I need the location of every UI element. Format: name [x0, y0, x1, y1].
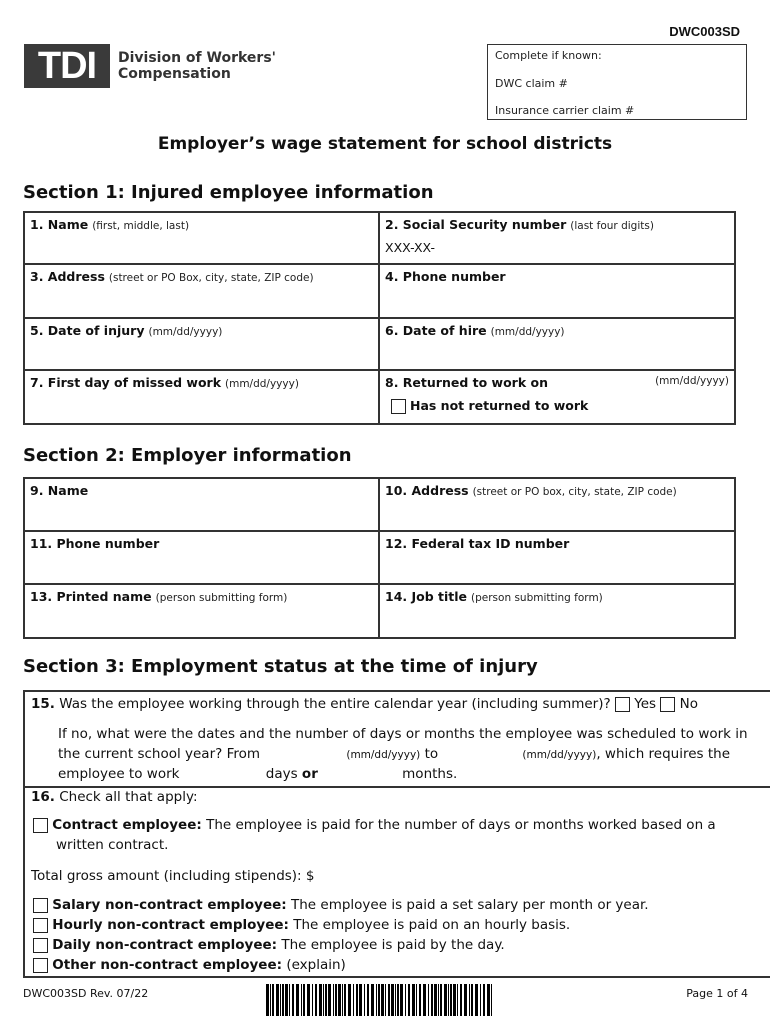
q15-line-1: If no, what were the dates and the number of days or months the employee was scheduled to work in — [58, 726, 748, 742]
employer-name-field[interactable]: 9. Name — [24, 478, 379, 531]
printed-name-field[interactable]: 13. Printed name (person submitting form) — [24, 584, 379, 638]
not-returned-label: Has not returned to work — [409, 398, 589, 413]
q15-line-2: the current school year? From (mm/dd/yyyy) to (mm/dd/yyyy), which requires the — [58, 746, 731, 762]
q15-no-checkbox[interactable] — [660, 697, 675, 712]
contract-checkbox[interactable] — [33, 818, 48, 833]
q15-divider — [25, 786, 770, 788]
federal-tax-id-field[interactable]: 12. Federal tax ID number — [379, 531, 735, 584]
section-2-table — [23, 477, 736, 639]
footer-page-number: Page 1 of 4 — [686, 987, 748, 1000]
logo-text — [118, 50, 276, 82]
hourly-option: Hourly non-contract employee: The employee is paid on an hourly basis. — [33, 917, 570, 933]
other-checkbox[interactable] — [33, 958, 48, 973]
returned-to-work-field[interactable]: 8. Returned to work on (mm/dd/yyyy) Has not returned to work — [379, 370, 735, 424]
q16-row: 16. Check all that apply: — [31, 789, 198, 805]
employee-address-field[interactable]: 3. Address (street or PO Box, city, state, ZIP code) — [24, 264, 379, 318]
job-title-field[interactable]: 14. Job title (person submitting form) — [379, 584, 735, 638]
contract-text-2: written contract. — [56, 837, 169, 853]
date-of-injury-field[interactable]: 5. Date of injury (mm/dd/yyyy) — [24, 318, 379, 370]
gross-amount-field[interactable]: Total gross amount (including stipends): $ — [31, 868, 315, 884]
salary-checkbox[interactable] — [33, 898, 48, 913]
ssn-field[interactable]: 2. Social Security number (last four digits) XXX-XX- — [379, 212, 735, 264]
form-code: DWC003SD — [669, 24, 740, 39]
hourly-checkbox[interactable] — [33, 918, 48, 933]
salary-option: Salary non-contract employee: The employee is paid a set salary per month or year. — [33, 897, 649, 913]
logo-line-1: Division of Workers' — [118, 50, 276, 66]
daily-option: Daily non-contract employee: The employee is paid by the day. — [33, 937, 505, 953]
section-1-table — [23, 211, 736, 425]
section-2-heading: Section 2: Employer information — [23, 445, 352, 466]
carrier-claim-field[interactable]: Insurance carrier claim # — [495, 104, 635, 117]
claim-box-heading: Complete if known: — [495, 49, 602, 62]
section-3-heading: Section 3: Employment status at the time of injury — [23, 656, 538, 677]
ssn-prefix: XXX-XX- — [385, 240, 435, 255]
claim-number-box — [487, 44, 747, 120]
q15-no-label: No — [679, 696, 699, 712]
logo-line-2: Compensation — [118, 66, 231, 82]
date-of-hire-field[interactable]: 6. Date of hire (mm/dd/yyyy) — [379, 318, 735, 370]
first-missed-work-field[interactable]: 7. First day of missed work (mm/dd/yyyy) — [24, 370, 379, 424]
not-returned-checkbox[interactable] — [391, 399, 406, 414]
q15-row: 15. Was the employee working through the entire calendar year (including summer)? Yes No — [31, 696, 699, 712]
q15-line-3: employee to work days or months. — [58, 766, 458, 782]
daily-checkbox[interactable] — [33, 938, 48, 953]
dwc-claim-field[interactable]: DWC claim # — [495, 77, 568, 90]
employer-phone-field[interactable]: 11. Phone number — [24, 531, 379, 584]
barcode-icon — [266, 984, 494, 1016]
logo-mark: TDI — [24, 44, 110, 88]
section-3-box — [23, 690, 770, 978]
other-option: Other non-contract employee: (explain) — [33, 957, 346, 973]
q15-yes-label: Yes — [634, 696, 657, 712]
form-title: Employer’s wage statement for school districts — [157, 134, 613, 154]
contract-option: Contract employee: The employee is paid for the number of days or months worked based on a — [33, 817, 716, 833]
q15-yes-checkbox[interactable] — [615, 697, 630, 712]
section-1-heading: Section 1: Injured employee information — [23, 182, 434, 203]
employer-address-field[interactable]: 10. Address (street or PO box, city, state, ZIP code) — [379, 478, 735, 531]
employee-phone-field[interactable]: 4. Phone number — [379, 264, 735, 318]
footer-revision: DWC003SD Rev. 07/22 — [23, 987, 149, 1000]
employee-name-field[interactable]: 1. Name (first, middle, last) — [24, 212, 379, 264]
tdi-logo — [24, 44, 276, 88]
